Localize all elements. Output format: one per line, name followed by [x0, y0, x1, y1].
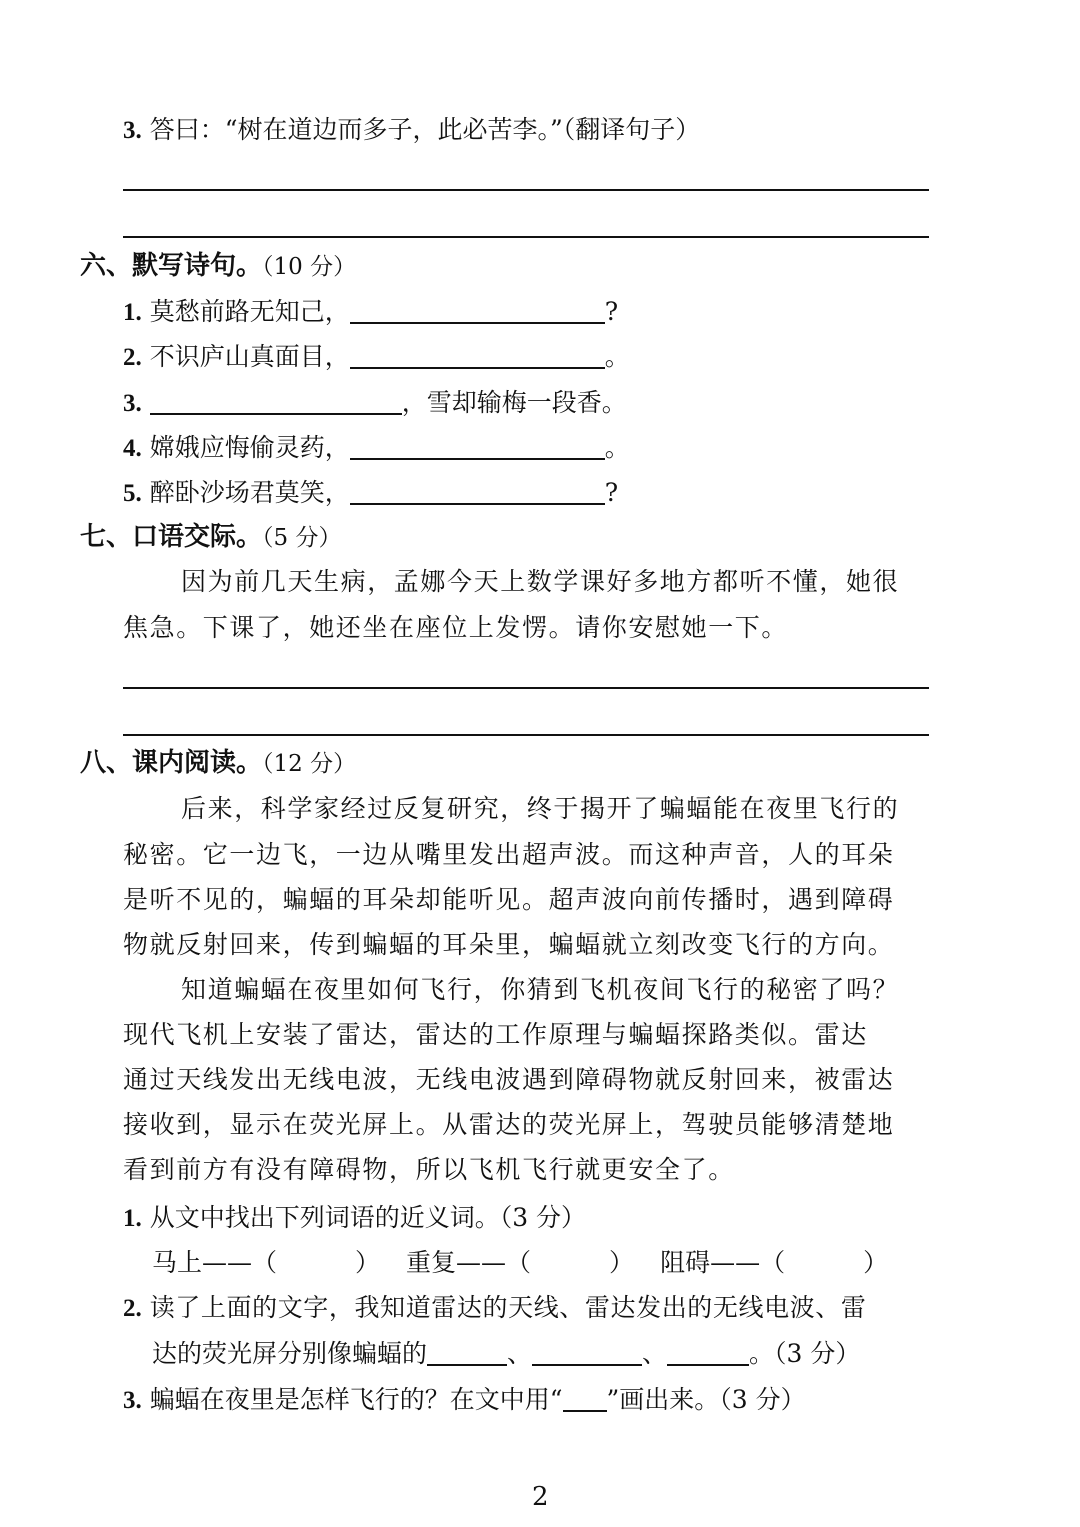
section7-heading — [80, 524, 341, 550]
answer-line[interactable] — [123, 189, 929, 191]
s8-q2-num: 2. — [123, 1295, 142, 1322]
synonym-word: 阻碍——（ — [660, 1248, 786, 1277]
answer-line[interactable] — [123, 687, 929, 689]
synonym-close: ） — [355, 1248, 381, 1277]
poem-item-1 — [123, 298, 618, 325]
s8-q3-num: 3. — [123, 1387, 142, 1414]
s8-q2-line2-end: 。（3 分） — [749, 1339, 861, 1368]
s5-q3-text: 答曰：“树在道边而多子，此必苦李。”（翻译句子） — [149, 115, 701, 144]
passage-line: 看到前方有没有障碍物，所以飞机飞行就更安全了。 — [123, 1155, 735, 1184]
poem-num: 4. — [123, 435, 142, 462]
fill-blank[interactable] — [150, 389, 402, 415]
synonym-close: ） — [609, 1248, 635, 1277]
fill-blank[interactable] — [350, 343, 605, 369]
section8-title: 八、课内阅读。 — [80, 748, 263, 778]
section6-score: （10 分） — [262, 254, 357, 280]
poem-text-after: ，雪却输梅一段香。 — [401, 388, 627, 417]
answer-line[interactable] — [123, 236, 929, 238]
s8-q2 — [123, 1295, 867, 1321]
fill-blank[interactable] — [350, 298, 605, 324]
fill-blank[interactable] — [427, 1340, 507, 1366]
poem-punct: ? — [604, 478, 619, 507]
poem-item-5 — [123, 479, 618, 506]
synonym-word: 马上——（ — [152, 1248, 278, 1277]
passage-line: 是听不见的，蝙蝠的耳朵却能听见。超声波向前传播时，遇到障碍 — [123, 885, 895, 914]
poem-punct: 。 — [604, 433, 630, 462]
section7-title: 七、口语交际。 — [80, 522, 263, 552]
section7-score: （5 分） — [262, 525, 342, 551]
section8-heading — [80, 750, 356, 776]
separator: 、 — [642, 1339, 668, 1368]
fill-blank[interactable] — [667, 1340, 749, 1366]
poem-num: 2. — [123, 344, 142, 371]
poem-text: 莫愁前路无知己， — [149, 297, 350, 326]
poem-punct: 。 — [604, 342, 630, 371]
s8-q3-text-end: ”画出来。（3 分） — [606, 1385, 806, 1414]
poem-num: 1. — [123, 299, 142, 326]
underline-sample — [563, 1386, 607, 1412]
fill-blank[interactable] — [350, 434, 605, 460]
separator: 、 — [507, 1339, 533, 1368]
s7-line-2: 焦急。下课了，她还坐在座位上发愣。请你安慰她一下。 — [123, 613, 789, 642]
passage-line: 通过天线发出无线电波，无线电波遇到障碍物就反射回来，被雷达 — [123, 1065, 895, 1094]
passage-line: 物就反射回来，传到蝙蝠的耳朵里，蝙蝠就立刻改变飞行的方向。 — [123, 930, 895, 959]
s8-q2-line2 — [152, 1340, 860, 1366]
poem-text: 不识庐山真面目， — [149, 342, 350, 371]
poem-item-2 — [123, 343, 630, 370]
s8-q1 — [123, 1205, 586, 1231]
poem-num: 5. — [123, 480, 142, 507]
s5-q3-num: 3. — [123, 117, 142, 144]
s8-q1-num: 1. — [123, 1205, 142, 1232]
section6-heading — [80, 253, 356, 279]
poem-item-4 — [123, 434, 630, 461]
fill-blank[interactable] — [350, 479, 605, 505]
answer-line[interactable] — [123, 734, 929, 736]
s8-q3 — [123, 1386, 806, 1413]
synonym-word: 重复——（ — [406, 1248, 532, 1277]
s8-q2-line1: 读了上面的文字，我知道雷达的天线、雷达发出的无线电波、雷 — [149, 1293, 867, 1322]
synonym-close: ） — [863, 1248, 889, 1277]
synonym-row — [152, 1250, 888, 1275]
poem-punct: ? — [604, 297, 619, 326]
poem-item-3 — [123, 389, 627, 416]
passage-line: 接收到，显示在荧光屏上。从雷达的荧光屏上，驾驶员能够清楚地 — [123, 1110, 895, 1139]
s8-q2-line2-start: 达的荧光屏分别像蝙蝠的 — [152, 1339, 428, 1368]
s8-q1-text: 从文中找出下列词语的近义词。（3 分） — [149, 1203, 587, 1232]
section6-title: 六、默写诗句。 — [80, 251, 263, 281]
page-number: 2 — [532, 1482, 549, 1512]
fill-blank[interactable] — [532, 1340, 642, 1366]
poem-text: 嫦娥应悔偷灵药， — [149, 433, 350, 462]
passage-line: 后来，科学家经过反复研究，终于揭开了蝙蝠能在夜里飞行的 — [181, 794, 900, 823]
passage-line: 秘密。它一边飞，一边从嘴里发出超声波。而这种声音，人的耳朵 — [123, 840, 895, 869]
s7-line-1: 因为前几天生病，孟娜今天上数学课好多地方都听不懂，她很 — [181, 567, 900, 596]
s8-q3-text-start: 蝙蝠在夜里是怎样飞行的？在文中用“ — [149, 1385, 563, 1414]
passage-line: 知道蝙蝠在夜里如何飞行，你猜到飞机夜间飞行的秘密了吗？ — [181, 975, 900, 1004]
poem-text: 醉卧沙场君莫笑， — [149, 478, 350, 507]
s5-q3 — [123, 117, 700, 143]
poem-num: 3. — [123, 390, 142, 417]
section8-score: （12 分） — [262, 751, 357, 777]
passage-line: 现代飞机上安装了雷达，雷达的工作原理与蝙蝠探路类似。雷达 — [123, 1020, 868, 1049]
